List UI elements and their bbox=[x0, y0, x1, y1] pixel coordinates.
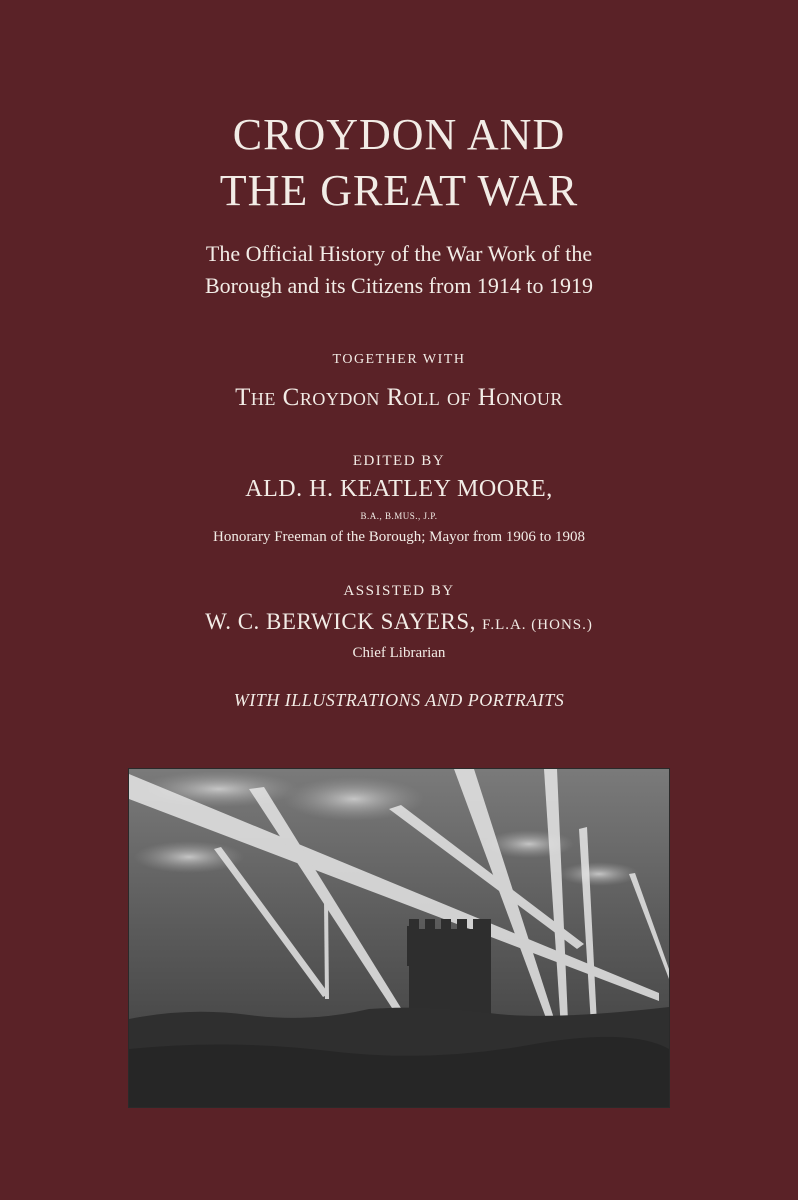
editor-name: ALD. H. KEATLEY MOORE, bbox=[245, 476, 553, 502]
together-with-label: TOGETHER WITH bbox=[332, 352, 466, 367]
editor-role: Honorary Freeman of the Borough; Mayor from 1906 to 1908 bbox=[212, 529, 585, 545]
title-line-2: THE GREAT WAR bbox=[219, 166, 579, 215]
edited-by-label: EDITED BY bbox=[352, 453, 446, 469]
illustrations-note: WITH ILLUSTRATIONS AND PORTRAITS bbox=[233, 690, 565, 710]
subtitle-line-1: The Official History of the War Work of the bbox=[205, 241, 593, 266]
assistant-qualification: F.L.A. (HONS.) bbox=[482, 617, 593, 633]
assisted-by-label: ASSISTED BY bbox=[343, 583, 455, 599]
editor-degrees: B.A., B.MUS., J.P. bbox=[360, 511, 438, 521]
searchlight-illustration bbox=[128, 768, 670, 1108]
assistant-line bbox=[0, 609, 798, 635]
assistant-role: Chief Librarian bbox=[352, 645, 446, 661]
title-line-1: CROYDON AND bbox=[232, 110, 566, 159]
assistant-name: W. C. BERWICK SAYERS, bbox=[205, 609, 476, 634]
roll-of-honour-title: The Croydon Roll of Honour bbox=[235, 384, 563, 411]
subtitle-line-2: Borough and its Citizens from 1914 to 1919 bbox=[204, 273, 594, 298]
